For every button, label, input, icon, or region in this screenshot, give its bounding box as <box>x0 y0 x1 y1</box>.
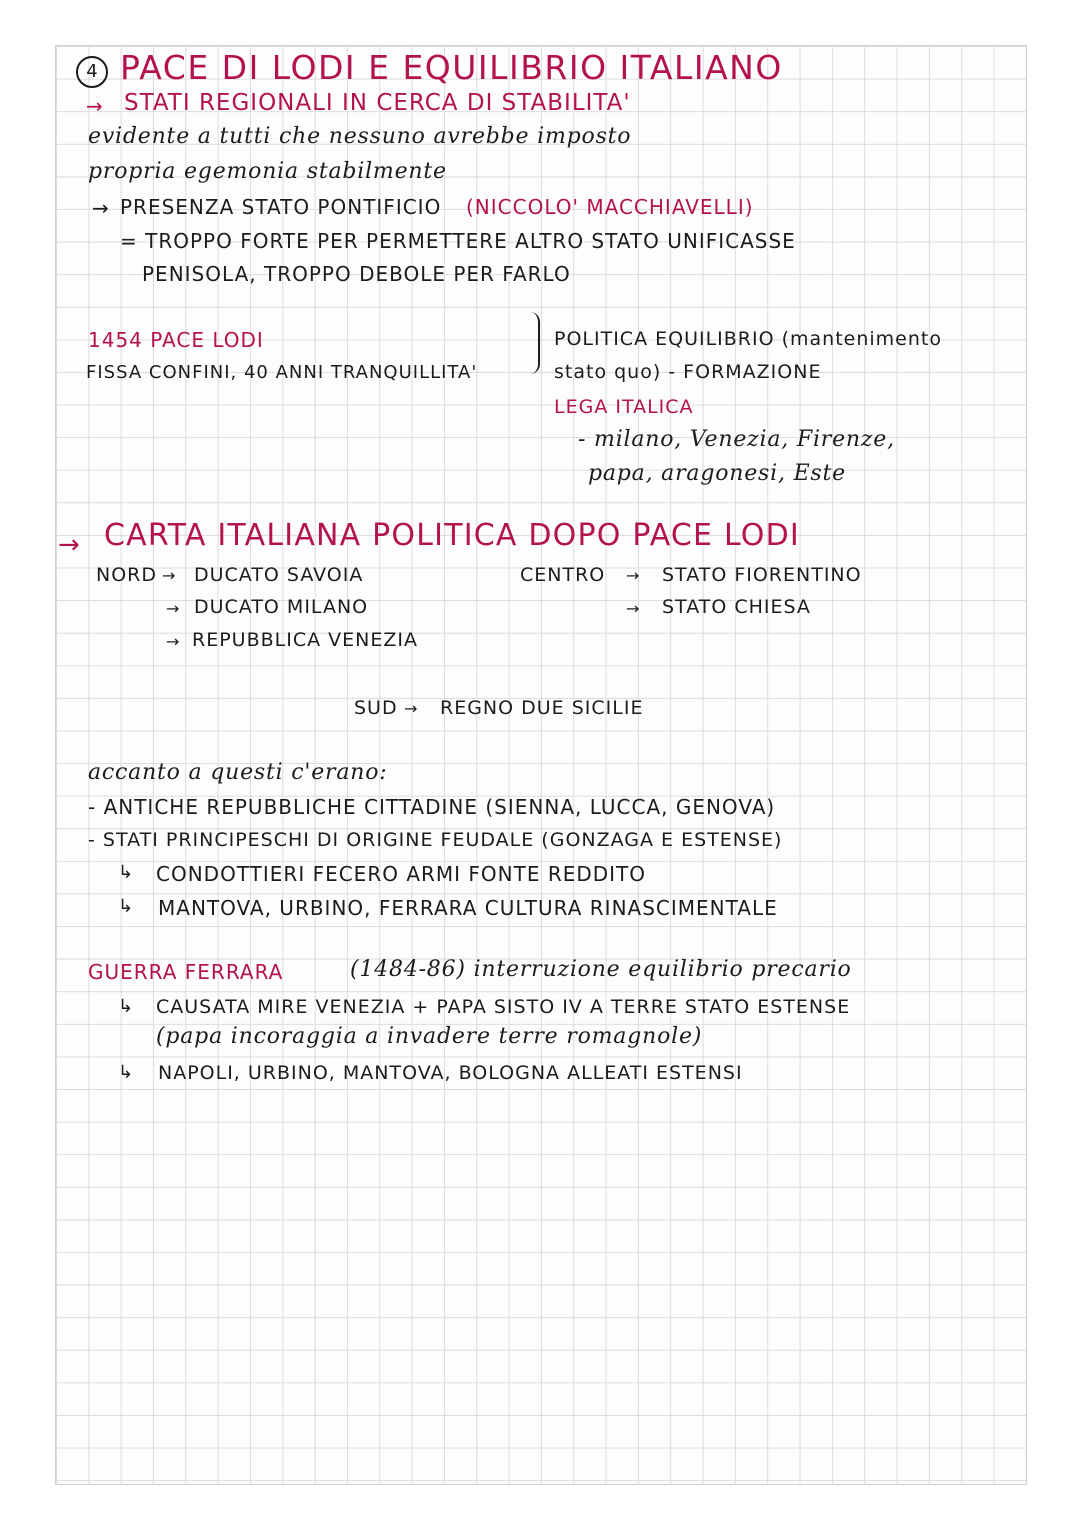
guerra-sub-1: CAUSATA MIRE VENEZIA + PAPA SISTO IV A TERRE STATO ESTENSE <box>156 996 851 1018</box>
accanto-sub-2: MANTOVA, URBINO, FERRARA CULTURA RINASCIMENTALE <box>158 896 778 920</box>
sud-label: SUD <box>354 697 398 719</box>
arrow-down-right-icon: ↳ <box>118 996 134 1017</box>
arrow-down-right-icon: ↳ <box>118 862 134 883</box>
nord-item: DUCATO SAVOIA <box>194 564 364 586</box>
subtitle: STATI REGIONALI IN CERCA DI STABILITA' <box>124 90 631 116</box>
nord-item: REPUBBLICA VENEZIA <box>192 629 418 651</box>
guerra-sub-3: NAPOLI, URBINO, MANTOVA, BOLOGNA ALLEATI ESTENSI <box>158 1062 743 1084</box>
machiavelli-note: (NICCOLO' MACCHIAVELLI) <box>466 195 754 219</box>
arrow-down-right-icon: ↳ <box>118 1062 134 1083</box>
arrow-right-icon: → <box>162 566 176 585</box>
nord-item: DUCATO MILANO <box>194 596 369 618</box>
presenza-stato: PRESENZA STATO PONTIFICIO <box>120 195 442 219</box>
arrow-right-icon: → <box>86 94 103 118</box>
troppo-line-1: = TROPPO FORTE PER PERMETTERE ALTRO STATO UNIFICASSE <box>120 229 796 253</box>
lega-italica: LEGA ITALICA <box>554 396 694 418</box>
arrow-right-icon: → <box>626 566 640 585</box>
page-title: PACE DI LODI E EQUILIBRIO ITALIANO <box>120 48 783 87</box>
accanto-intro: accanto a questi c'erano: <box>88 760 388 785</box>
arrow-right-icon: → <box>626 599 640 618</box>
intro-line-2: propria egemonia stabilmente <box>88 159 447 184</box>
centro-label: CENTRO <box>520 564 606 586</box>
politica-line-2: stato quo) - FORMAZIONE <box>554 361 822 383</box>
arrow-right-icon: → <box>404 699 418 718</box>
lega-members-2: papa, aragonesi, Este <box>588 461 846 486</box>
arrow-right-icon: → <box>166 632 180 651</box>
guerra-title: GUERRA FERRARA <box>88 960 284 984</box>
section-number: 4 <box>76 56 108 88</box>
sud-item: REGNO DUE SICILIE <box>440 697 644 719</box>
nord-label: NORD <box>96 564 157 586</box>
accanto-sub-1: CONDOTTIERI FECERO ARMI FONTE REDDITO <box>156 862 647 886</box>
arrow-right-icon: → <box>92 196 109 220</box>
accanto-item-1: - ANTICHE REPUBBLICHE CITTADINE (SIENNA, LUCCA, GENOVA) <box>88 795 776 819</box>
guerra-desc: (1484-86) interruzione equilibrio precario <box>350 957 852 982</box>
arrow-down-right-icon: ↳ <box>118 896 134 917</box>
centro-item: STATO FIORENTINO <box>662 564 862 586</box>
carta-title: CARTA ITALIANA POLITICA DOPO PACE LODI <box>104 518 800 553</box>
brace-divider <box>526 312 540 374</box>
troppo-line-2: PENISOLA, TROPPO DEBOLE PER FARLO <box>142 262 571 286</box>
intro-line-1: evidente a tutti che nessuno avrebbe imposto <box>88 124 632 149</box>
pace-lodi-title: 1454 PACE LODI <box>88 328 264 352</box>
lega-members-1: - milano, Venezia, Firenze, <box>578 427 895 452</box>
arrow-right-icon: → <box>58 530 80 560</box>
arrow-right-icon: → <box>166 599 180 618</box>
pace-lodi-desc: FISSA CONFINI, 40 ANNI TRANQUILLITA' <box>86 362 478 383</box>
accanto-item-2: - STATI PRINCIPESCHI DI ORIGINE FEUDALE (GONZAGA E ESTENSE) <box>88 829 783 851</box>
centro-item: STATO CHIESA <box>662 596 811 618</box>
politica-line-1: POLITICA EQUILIBRIO (mantenimento <box>554 328 942 350</box>
guerra-sub-2: (papa incoraggia a invadere terre romagnole) <box>156 1024 703 1049</box>
